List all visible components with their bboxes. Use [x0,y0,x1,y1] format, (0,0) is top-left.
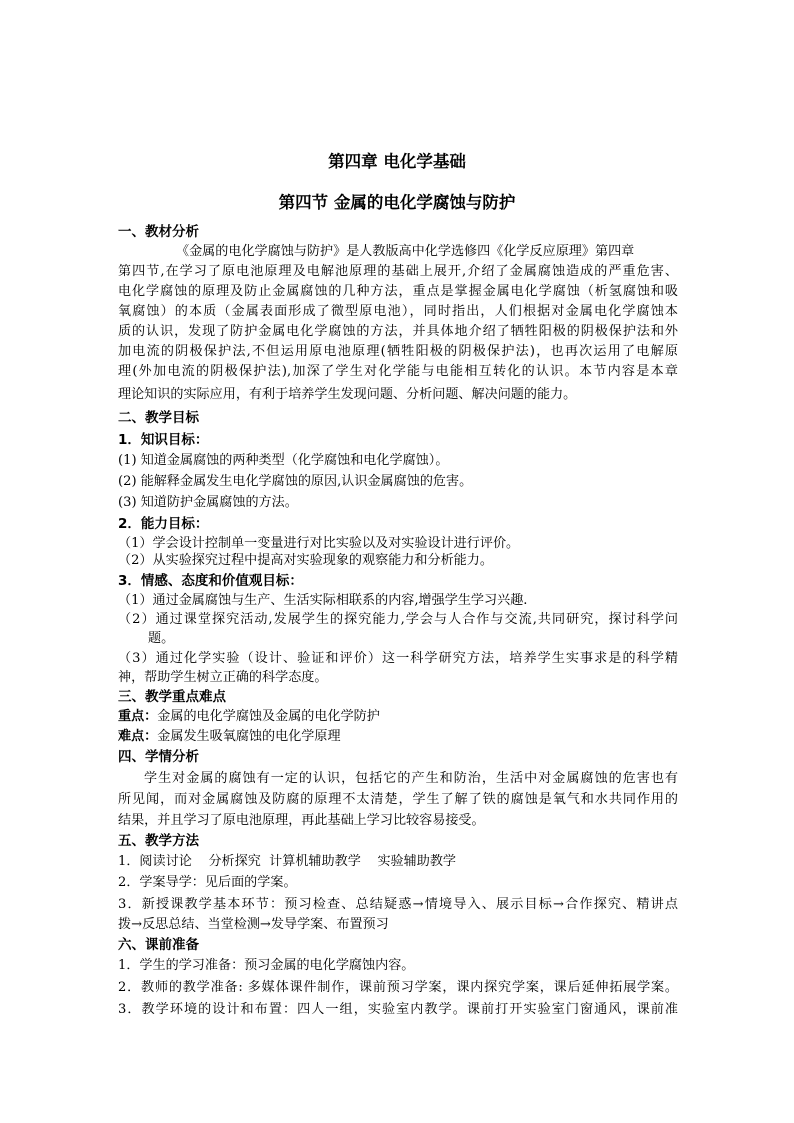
paragraph-line: 第四节,在学习了原电池原理及电解池原理的基础上展开,介绍了金属腐蚀造成的严重危害、 [118,264,678,279]
paragraph-line: 理(外加电流的阴极保护法),加深了学生对化学能与电能相互转化的认识。本节内容是本章 [118,364,678,379]
list-item: （2）从实验探究过程中提高对实验现象的观察能力和分析能力。 [118,553,493,568]
preparation-item: 1．学生的学习准备：预习金属的电化学腐蚀内容。 [118,958,415,973]
list-item: (3) 知道防护金属腐蚀的方法。 [118,495,298,510]
list-item: (1) 知道金属腐蚀的两种类型（化学腐蚀和电化学腐蚀）。 [118,453,449,468]
paragraph-line: 电化学腐蚀的原理及防止金属腐蚀的几种方法，重点是掌握金属电化学腐蚀（析氢腐蚀和吸 [118,284,678,299]
list-item-continuation: 神，帮助学生树立正确的科学态度。 [118,670,328,685]
subheading-ability: 2．能力目标： [118,516,209,532]
list-item: （3）通过化学实验（设计、验证和评价）这一科学研究方法，培养学生实事求是的科学精 [118,651,678,666]
heading-student-analysis: 四、学情分析 [118,749,199,765]
subheading-emotion: 3．情感、态度和价值观目标： [118,573,303,589]
paragraph-line: 质的认识，发现了防护金属电化学腐蚀的方法，并具体地介绍了牺牲阳极的阴极保护法和外 [118,324,678,339]
chapter-title: 第四章 电化学基础 [328,152,466,171]
key-point [118,707,678,727]
paragraph-line: 理论知识的实际应用，有利于培养学生发现问题、分析问题、解决问题的能力。 [118,387,577,402]
list-item-continuation: 题。 [148,631,175,646]
heading-preparation: 六、课前准备 [118,937,199,953]
difficult-point-text: 金属发生吸氧腐蚀的电化学原理 [157,729,341,744]
difficult-point-label: 难点： [118,729,158,744]
list-item: （1）学会设计控制单一变量进行对比实验以及对实验设计进行评价。 [118,536,520,551]
paragraph-line: 所见闻，而对金属腐蚀及防腐的原理不太清楚，学生了解了铁的腐蚀是氧气和水共同作用的 [118,792,678,807]
heading-teaching-methods: 五、教学方法 [118,833,199,849]
list-item: （1）通过金属腐蚀与生产、生活实际相联系的内容,增强学生学习兴趣. [118,593,528,608]
method-item-continuation: 拨→反思总结、当堂检测→发导学案、布置预习 [118,917,389,932]
difficult-point [118,727,678,747]
list-item: （2）通过课堂探究活动,发展学生的探究能力,学会与人合作与交流,共同研究，探讨科学问 [118,612,678,627]
paragraph-line: 《金属的电化学腐蚀与防护》是人教版高中化学选修四《化学反应原理》第四章 [176,244,635,259]
subheading-knowledge: 1．知识目标： [118,432,209,448]
heading-textbook-analysis: 一、教材分析 [118,224,199,240]
heading-key-difficult: 三、教学重点难点 [118,689,226,705]
method-item: 3．新授课教学基本环节：预习检查、总结疑惑→情境导入、展示目标→合作探究、精讲点 [118,897,678,912]
paragraph-line: 氧腐蚀）的本质（金属表面形成了微型原电池），同时指出，人们根据对金属电化学腐蚀本 [118,304,678,319]
list-item: (2) 能解释金属发生电化学腐蚀的原因,认识金属腐蚀的危害。 [118,474,473,489]
heading-teaching-objectives: 二、教学目标 [118,410,199,426]
paragraph-line: 结果，并且学习了原电池原理，再此基础上学习比较容易接受。 [118,813,485,828]
section-title: 第四节 金属的电化学腐蚀与防护 [278,193,516,212]
method-item: 2．学案导学：见后面的学案。 [118,875,297,890]
paragraph-line: 加电流的阴极保护法,不但运用原电池原理(牺牲阳极的阴极保护法)，也再次运用了电解原 [118,344,678,359]
paragraph-line: 学生对金属的腐蚀有一定的认识，包括它的产生和防治，生活中对金属腐蚀的危害也有 [144,771,678,786]
key-point-label: 重点： [118,709,158,724]
method-item: 1．阅读讨论 分析探究 计算机辅助教学 实验辅助教学 [118,854,457,869]
preparation-item: 2．教师的教学准备: 多媒体课件制作，课前预习学案，课内探究学案，课后延伸拓展学案。 [118,980,678,995]
key-point-text: 金属的电化学腐蚀及金属的电化学防护 [157,709,380,724]
preparation-item: 3．教学环境的设计和布置：四人一组，实验室内教学。课前打开实验室门窗通风，课前准 [118,1002,678,1017]
